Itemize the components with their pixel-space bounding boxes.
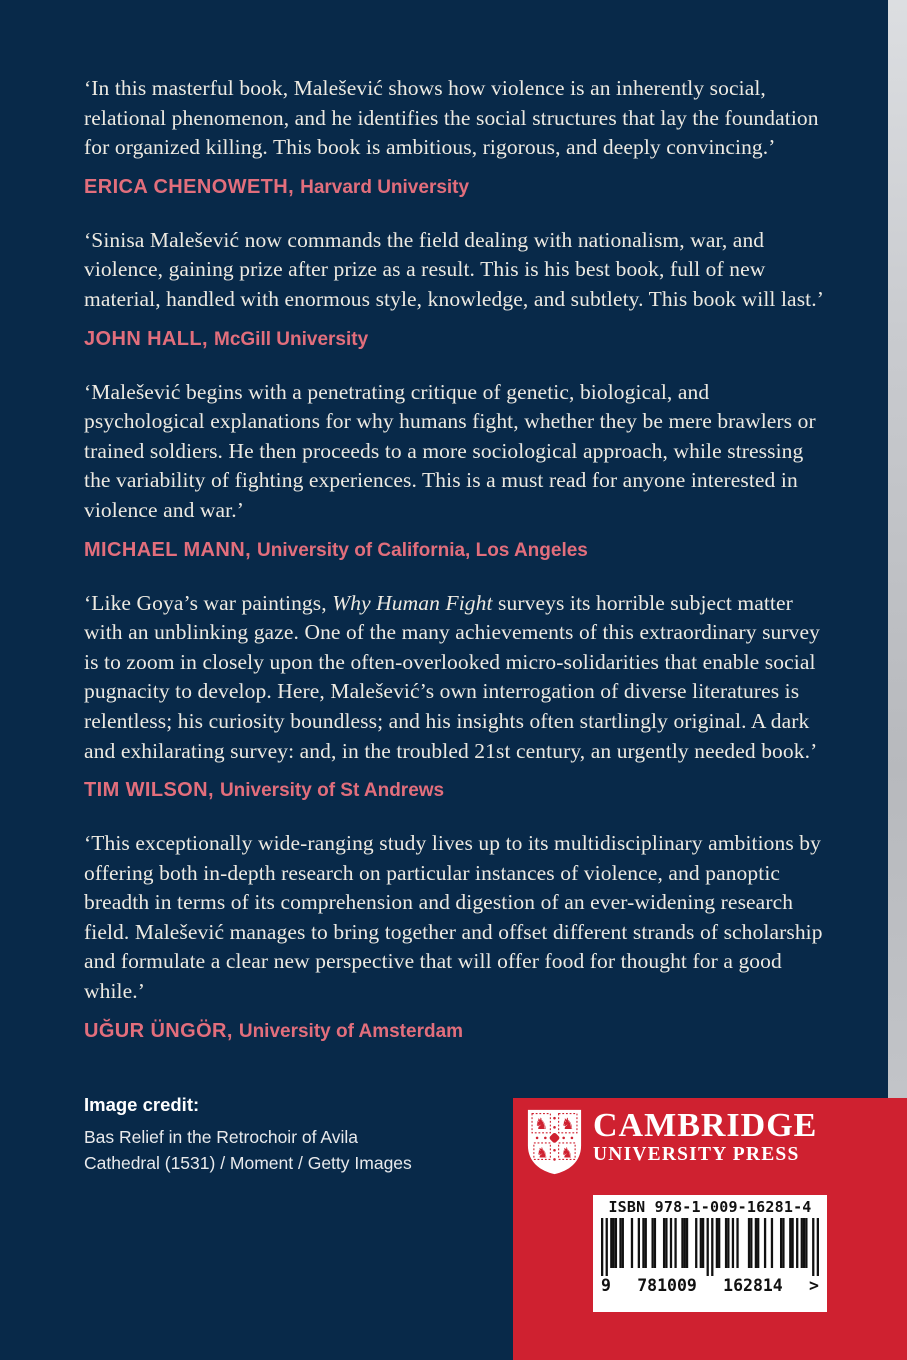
image-credit-line: Cathedral (1531) / Moment / Getty Images [84,1153,412,1173]
isbn-barcode-panel [593,1195,827,1312]
isbn-label: ISBN 978-1-009-16281-4 [608,1198,812,1216]
reviewer-affiliation: McGill University [214,328,369,350]
review-quote-4 [84,589,825,805]
cambridge-shield-icon [527,1109,582,1175]
quote-text: ‘Malešević begins with a penetrating critique of genetic, biological, and psychological explanations for why humans fight, whether they be mere brawlers or trained soldiers. He then proceeds to a more sociological approach, while stressing the variability of fighting experiences. This is a must read for anyone interested in violence and war.’ [84,379,816,522]
barcode-digits [601,1276,819,1296]
publisher-wordmark [593,1109,817,1167]
quote-text: ‘Like Goya’s war paintings, Why Human Fight surveys its horrible subject matter with an unblinking gaze. One of the many achievements of this extraordinary survey is to zoom in closely upon the often-overlooked micro-solidarities that enable social pugnacity to develop. Here, Malešević’s own interrogation of diverse literatures is relentless; his curiosity boundless; and his insights often startlingly original. A dark and exhilarating survey: and, in the troubled 21st century, an urgently needed book.’ [84,590,820,763]
review-quote-3 [84,378,825,564]
barcode-digit-system: 9 [601,1276,611,1295]
barcode-arrow: > [809,1276,819,1295]
barcode-digit-group2: 162814 [723,1276,783,1295]
reviewer-affiliation: University of California, Los Angeles [257,539,588,561]
reviewer-name: ERICA CHENOWETH, [84,175,295,198]
lion-icon: ♞ [560,1116,575,1134]
image-credit [84,1094,412,1176]
barcode-digit-group1: 781009 [637,1276,697,1295]
quote-text: ‘This exceptionally wide-ranging study lives up to its multidisciplinary ambitions by offering both in-depth research on particular instances of violence, and panoptic breadth in terms of its comprehension and digestion of an ever-widening research field. Malešević manages to bring together and offset different strands of scholarship and formulate a clear new perspective that will offer food for thought for a good while.’ [84,831,823,1004]
reviewer-affiliation: University of Amsterdam [238,1020,464,1042]
quote-attribution [84,1019,825,1045]
barcode-icon [601,1218,819,1276]
publisher-name-line1: CAMBRIDGE [593,1107,818,1144]
quote-attribution [84,327,825,353]
review-quote-2 [84,226,825,353]
image-credit-label: Image credit: [84,1094,200,1115]
reviewer-name: JOHN HALL, [84,327,208,350]
lion-icon: ♞ [535,1145,549,1161]
review-quote-5 [84,829,825,1045]
reviewer-affiliation: University of St Andrews [219,780,445,802]
publisher-panel [513,1098,907,1360]
publisher-logo [527,1109,817,1175]
publisher-name-line2: UNIVERSITY PRESS [593,1144,800,1165]
lion-icon: ♞ [560,1145,574,1161]
image-credit-line: Bas Relief in the Retrochoir of Avila [84,1127,358,1147]
reviewer-affiliation: Harvard University [300,176,470,198]
lion-icon: ♞ [534,1116,549,1134]
quote-text: ‘In this masterful book, Malešević shows how violence is an inherently social, relational phenomenon, and he identifies the social structures that lay the foundation for organized killing. This book is ambitious, rigorous, and deeply convincing.’ [84,76,819,160]
quote-attribution [84,175,825,201]
review-quotes-section [84,74,825,1070]
reviewer-name: UĞUR ÜNGÖR, [84,1019,233,1042]
quote-text: ‘Sinisa Malešević now commands the field dealing with nationalism, war, and violence, gaining prize after prize as a result. This is his best book, full of new material, handled with enormous style, knowledge, and subtlety. This book will last.’ [84,227,824,311]
quote-attribution [84,538,825,564]
review-quote-1 [84,74,825,201]
reviewer-name: MICHAEL MANN, [84,538,252,561]
quote-attribution [84,778,825,804]
book-page-edge [888,0,907,1098]
reviewer-name: TIM WILSON, [84,779,214,802]
